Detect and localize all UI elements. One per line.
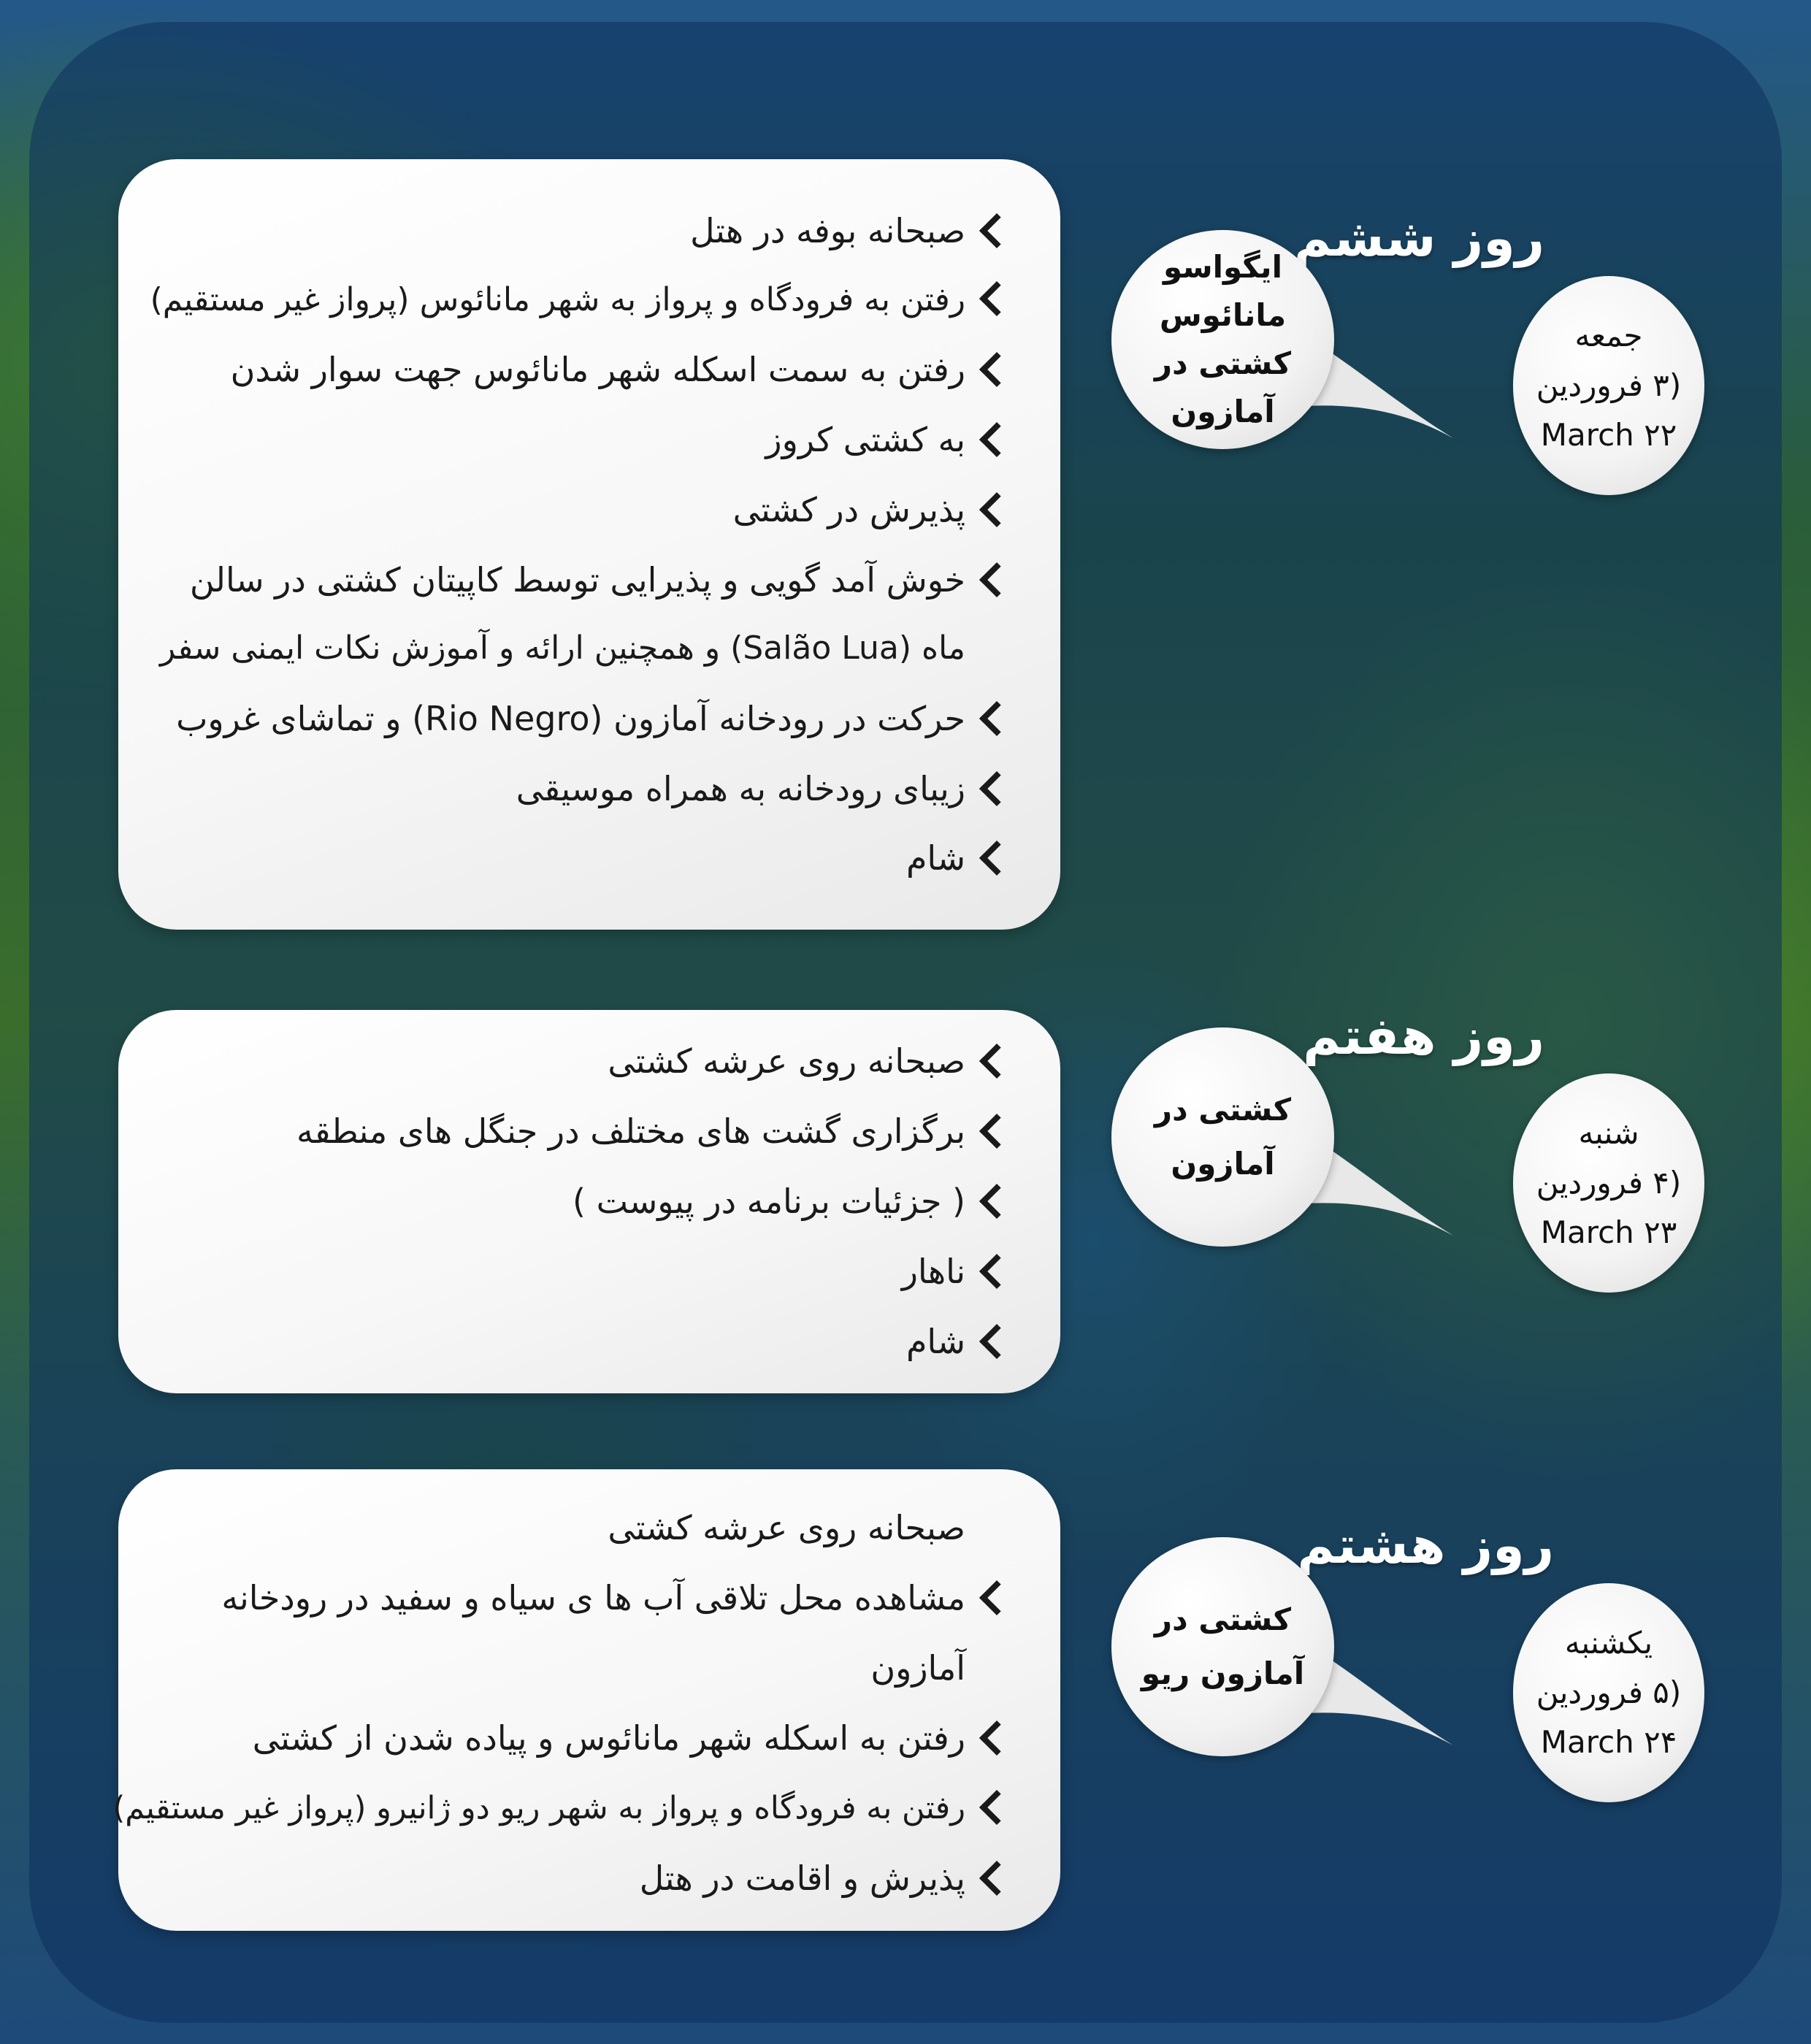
day6-location-bubble <box>1111 230 1334 449</box>
day7-weekday: شنبه <box>1578 1115 1639 1151</box>
day7-itinerary-card <box>118 1010 1060 1393</box>
day6-date-fa: (۳ فروردین <box>1536 367 1682 403</box>
list-item: صبحانه روی عرشه کشتی <box>608 1508 965 1547</box>
list-item: آمازون <box>870 1648 965 1688</box>
day8-title: روز هشتم <box>1297 1515 1554 1575</box>
day8-itinerary-card <box>112 1469 1060 1931</box>
list-item: خوش آمد گویی و پذیرایی توسط کاپیتان کشتی در سالن <box>118 558 1009 602</box>
list-item: ماه (Salão Lua) و همچنین ارائه و آموزش نکات ایمنی سفر <box>159 629 965 667</box>
chevron-left-icon <box>979 1720 1014 1755</box>
list-item: شام <box>118 1320 1009 1363</box>
list-item: پذیرش در کشتی <box>118 488 1009 532</box>
day8-weekday: یکشنبه <box>1564 1625 1653 1661</box>
day8-date-fa: (۵ فروردین <box>1536 1674 1682 1710</box>
chevron-left-icon <box>979 1860 1014 1895</box>
list-item: برگزاری گشت های مختلف در جنگل های منطقه <box>118 1109 1009 1153</box>
day6-title: روز ششم <box>1293 208 1544 268</box>
day7-date-bubble <box>1513 1073 1704 1293</box>
chevron-left-icon <box>979 700 1014 735</box>
list-item: ( جزئیات برنامه در پیوست ) <box>118 1179 1009 1223</box>
list-item: رفتن به فرودگاه و پرواز به شهر ریو دو ژانیرو (پرواز غیر مستقیم) <box>118 1786 1009 1830</box>
chevron-left-icon <box>979 213 1014 248</box>
chevron-left-icon <box>979 351 1014 386</box>
list-item: صبحانه روی عرشه کشتی <box>118 1039 1009 1083</box>
chevron-left-icon <box>979 1323 1014 1358</box>
list-item: زیبای رودخانه به همراه موسیقی <box>118 767 1009 811</box>
list-item: ناهار <box>118 1249 1009 1293</box>
day7-date-en: March ۲۳ <box>1540 1214 1677 1250</box>
day7-location-bubble <box>1111 1027 1334 1247</box>
day8-location-bubble <box>1111 1537 1334 1756</box>
day8-location: کشتی در آمازون ریو <box>1141 1601 1305 1691</box>
day7-location: کشتی در آمازون <box>1154 1092 1292 1182</box>
list-item: صبحانه بوفه در هتل <box>118 209 1009 253</box>
day6-location: ایگواسو مانائوس کشتی در آمازون <box>1154 249 1292 429</box>
chevron-left-icon <box>979 1789 1014 1824</box>
day6-date-bubble <box>1513 276 1704 495</box>
list-item: رفتن به فرودگاه و پرواز به شهر مانائوس (پرواز غیر مستقیم) <box>118 278 1009 322</box>
chevron-left-icon <box>979 1183 1014 1218</box>
chevron-left-icon <box>979 491 1014 527</box>
list-item: شام <box>118 836 1009 880</box>
list-item: به کشتی کروز <box>118 418 1009 462</box>
chevron-left-icon <box>979 1580 1014 1615</box>
list-item: حرکت در رودخانه آمازون (Rio Negro) و تماشای غروب <box>118 697 1009 740</box>
chevron-left-icon <box>979 840 1014 875</box>
list-item: مشاهده محل تلاقی آب ها ی سیاه و سفید در رودخانه <box>118 1576 1009 1620</box>
chevron-left-icon <box>979 281 1014 316</box>
day6-weekday: جمعه <box>1574 318 1643 353</box>
day6-date-en: March ۲۲ <box>1540 417 1677 453</box>
chevron-left-icon <box>979 421 1014 456</box>
list-item: پذیرش و اقامت در هتل <box>118 1856 1009 1900</box>
chevron-left-icon <box>979 1253 1014 1288</box>
chevron-left-icon <box>979 1113 1014 1148</box>
day8-date-bubble <box>1513 1583 1704 1802</box>
chevron-left-icon <box>979 562 1014 597</box>
chevron-left-icon <box>979 1043 1014 1078</box>
chevron-left-icon <box>979 770 1014 805</box>
list-item: رفتن به اسکله شهر مانائوس و پیاده شدن از کشتی <box>118 1716 1009 1760</box>
list-item: رفتن به سمت اسکله شهر مانائوس جهت سوار شدن <box>118 348 1009 391</box>
day6-itinerary-card-body <box>118 159 1060 930</box>
day7-date-fa: (۴ فروردین <box>1536 1165 1682 1201</box>
day7-title: روز هفتم <box>1303 1006 1544 1066</box>
day8-date-en: March ۲۴ <box>1540 1724 1677 1760</box>
